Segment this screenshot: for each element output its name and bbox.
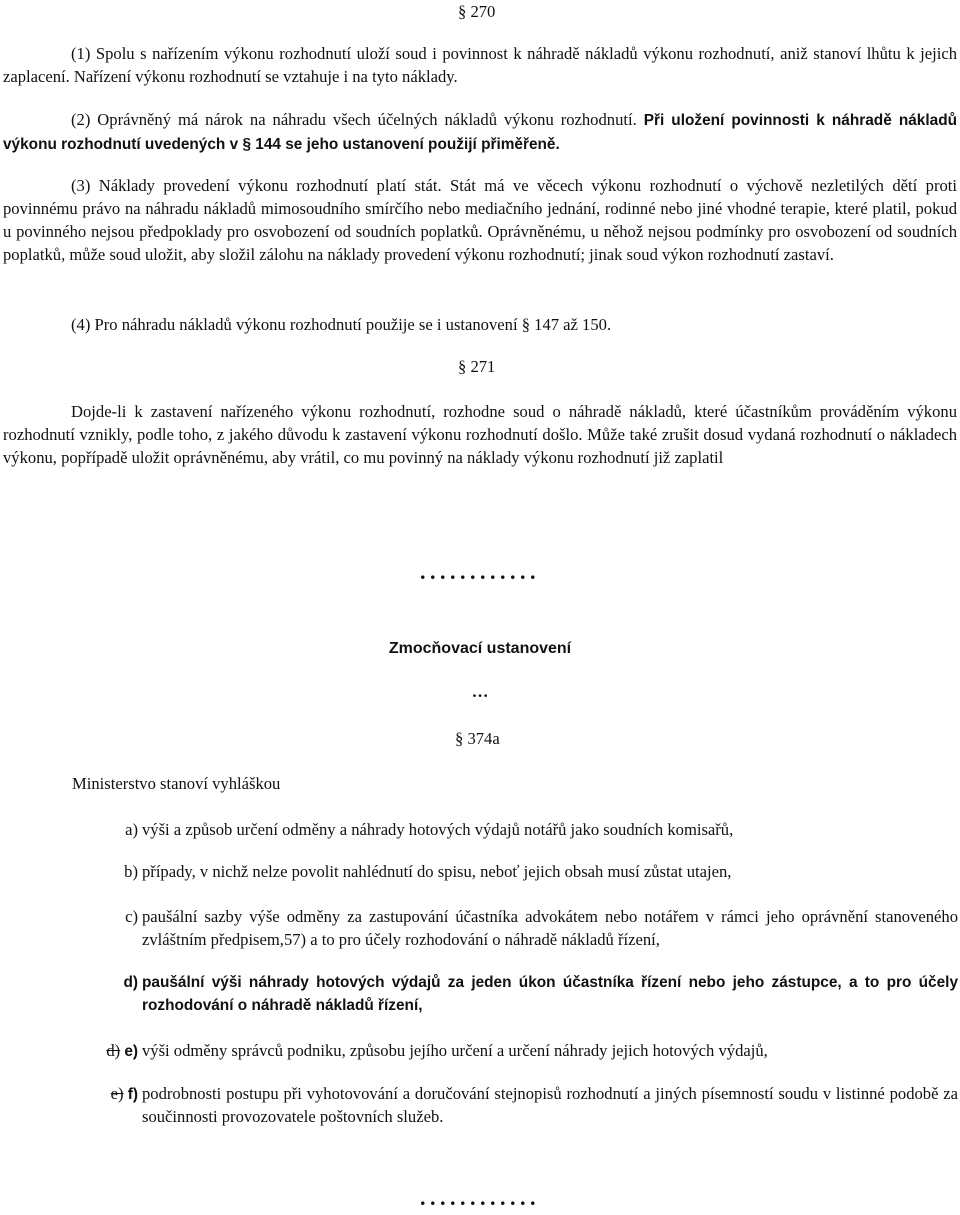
item-label: d) [123, 974, 138, 991]
deleted-label: d) [106, 1041, 121, 1060]
section-heading-374a: § 374a [455, 729, 500, 748]
new-label: e) [124, 1043, 138, 1060]
omission-dots: ............ [420, 559, 540, 584]
paragraph-270-1 [3, 42, 957, 88]
section-heading-271: § 271 [458, 357, 496, 376]
paragraph-text [3, 108, 957, 156]
paragraph-text: (4) Pro náhradu nákladů výkonu rozhodnutí použije se i ustanovení § 147 až 150. [71, 315, 612, 334]
item-text: výši a způsob určení odměny a náhrady hotových výdajů notářů jako soudních komisařů, [142, 820, 734, 839]
item-label-group [78, 1039, 138, 1063]
ellipsis: … [471, 682, 489, 701]
paragraph-text: Dojde-li k zastavení nařízeného výkonu rozhodnutí, rozhodne soud o náhradě nákladů, které účastníkům prováděním výkonu rozhodnutí vznikly, podle toho, z jakého důvodu k zastavení výkonu rozhodnutí došlo. Může také zrušit dosud vydaná rozhodnutí o nákladech výkonu, popřípadě uložit oprávněnému, aby vrátil, co mu povinný na náklady výkonu rozhodnutí již zaplatil [3, 402, 957, 467]
item-label: a) [125, 820, 138, 839]
list-item-f [0, 1082, 960, 1130]
new-label: f) [127, 1086, 138, 1103]
paragraph-text: (3) Náklady provedení výkonu rozhodnutí platí stát. Stát má ve věcech výkonu rozhodnutí o výchově nezletilých dětí proti povinnému právo na náhradu nákladů mimosoudního smírčího nebo mediačního jednání, rodinné nebo jiné vhodné terapie, které platil, pokud u povinného nejsou předpoklady pro osvobození od soudních poplatků. Oprávněnému, u něhož nejsou podmínky pro osvobození od soudních poplatků, může soud uložit, aby složil zálohu na náklady provedení výkonu rozhodnutí; jinak soud výkon rozhodnutí zastaví. [3, 176, 957, 264]
normal-text: (2) Oprávněný má nárok na náhradu všech účelných nákladů výkonu rozhodnutí. [71, 110, 644, 129]
item-label: c) [125, 907, 138, 926]
item-text: paušální výši náhrady hotových výdajů za jeden úkon účastníka řízení nebo jeho zástupce, a to pro účely rozhodování o náhradě nákladů řízení, [142, 974, 958, 1014]
list-item-e [0, 1039, 960, 1063]
paragraph-270-2 [3, 108, 957, 156]
section-heading-270: § 270 [458, 2, 496, 21]
deleted-label: e) [110, 1084, 124, 1103]
heading-zmocnovaci-ustanoveni: Zmocňovací ustanovení [388, 640, 572, 657]
list-item-d-new [0, 971, 960, 1019]
omission-dots: ............ [420, 1185, 540, 1210]
item-text: případy, v nichž nelze povolit nahlédnutí do spisu, neboť jejich obsah musí zůstat utajen, [142, 862, 732, 881]
item-label-group [78, 1082, 138, 1106]
list-item-b [0, 860, 960, 884]
list-item-a [0, 818, 960, 842]
item-text: výši odměny správců podniku, způsobu jejího určení a určení náhrady jejich hotových výdajů, [142, 1041, 768, 1060]
amendment-bold-text: Při uložení povinnosti k náhradě nákladů výkonu rozhodnutí uvedených v § 144 se jeho ustanovení použijí přiměřeně. [3, 112, 957, 153]
item-text: podrobnosti postupu při vyhotovování a doručování stejnopisů rozhodnutí a jiných písemností soudu v listinné podobě za součinnosti provozovatele poštovních služeb. [142, 1084, 958, 1126]
paragraph-text: (1) Spolu s nařízením výkonu rozhodnutí uloží soud i povinnost k náhradě nákladů výkonu rozhodnutí, aniž stanoví lhůtu k jejich zaplacení. Nařízení výkonu rozhodnutí se vztahuje i na tyto náklady. [3, 44, 957, 86]
item-label: b) [124, 862, 138, 881]
list-item-c [0, 905, 960, 953]
paragraph-270-3 [3, 174, 957, 266]
paragraph-271 [3, 400, 957, 469]
intro-sentence: Ministerstvo stanoví vyhláškou [72, 774, 281, 793]
item-text: paušální sazby výše odměny za zastupování účastníka advokátem nebo notářem v rámci jeho oprávnění stanoveného zvláštním předpisem,57) a to pro účely rozhodování o náhradě nákladů řízení, [142, 907, 958, 949]
paragraph-270-4 [3, 313, 957, 336]
